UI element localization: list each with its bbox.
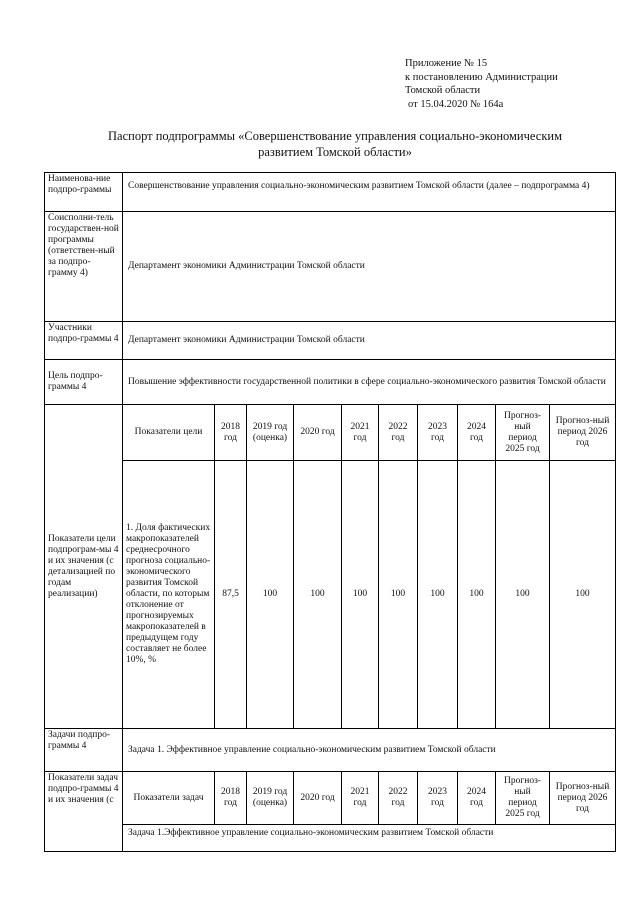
column-header: 2024 год <box>458 405 496 461</box>
row-label: Показатели цели подпрограм-мы 4 и их значения (с детализацией по годам реализации) <box>45 405 123 729</box>
column-header: 2021 год <box>342 772 379 825</box>
column-header: 2022 год <box>379 405 418 461</box>
column-header: 2021 год <box>342 405 379 461</box>
value-cell: 100 <box>247 461 294 729</box>
column-header: 2022 год <box>379 772 418 825</box>
value-cell: 100 <box>294 461 342 729</box>
table-row-task-indicators <box>44 772 616 852</box>
value-cell: 100 <box>496 461 550 729</box>
value-cell: 100 <box>418 461 458 729</box>
appendix-line: от 15.04.2020 № 164а <box>408 98 504 110</box>
value-cell: 100 <box>342 461 379 729</box>
row-label: Участники подпро-граммы 4 <box>45 322 123 360</box>
column-header: 2018 год <box>215 405 247 461</box>
column-header: 2023 год <box>418 405 458 461</box>
row-value: Повышение эффективности государственной политики в сфере социально-экономического развития Томской области <box>123 360 616 405</box>
task-indicators-grid <box>123 772 616 852</box>
column-header: 2018 год <box>215 772 247 825</box>
column-header: Прогноз-ный период 2025 год <box>496 405 550 461</box>
goal-indicators-header <box>123 405 616 461</box>
table-row-name <box>44 172 616 212</box>
column-header: Прогноз-ный период 2026 год <box>550 772 616 825</box>
goal-indicators-grid <box>123 405 616 729</box>
column-header: Показатели цели <box>123 405 215 461</box>
column-header: 2023 год <box>418 772 458 825</box>
appendix-line: Приложение № 15 <box>405 58 488 69</box>
task-line-row <box>123 825 616 852</box>
column-header: 2019 год (оценка) <box>247 405 294 461</box>
title-line: Паспорт подпрограммы «Совершенствование управления социально-экономическим <box>108 129 562 143</box>
appendix-line: Томской области <box>405 85 481 96</box>
row-label: Цель подпро-граммы 4 <box>45 360 123 405</box>
table-row-goal <box>44 360 616 405</box>
appendix-line: к постановлению Администрации <box>405 71 558 83</box>
table-row-participants <box>44 322 616 360</box>
row-value: Департамент экономики Администрации Томской области <box>123 322 616 360</box>
table-row-executor <box>44 212 616 322</box>
column-header: 2020 год <box>294 405 342 461</box>
value-cell: 100 <box>379 461 418 729</box>
passport-table <box>44 172 616 852</box>
row-value: Задача 1. Эффективное управление социально-экономическим развитием Томской области <box>123 729 616 772</box>
task-indicators-header <box>123 772 616 825</box>
goal-indicator-row <box>123 461 616 729</box>
task-line: Задача 1.Эффективное управление социально-экономическим развитием Томской области <box>123 825 616 852</box>
table-row-goal-indicators <box>44 405 616 729</box>
row-label: Наименова-ние подпро-граммы <box>45 172 123 212</box>
column-header: 2024 год <box>458 772 496 825</box>
column-header: 2020 год <box>294 772 342 825</box>
table-row-tasks <box>44 729 616 772</box>
value-cell: 100 <box>458 461 496 729</box>
row-value: Департамент экономики Администрации Томской области <box>123 212 616 322</box>
appendix-header <box>405 57 558 111</box>
page-title <box>70 129 600 160</box>
title-line: развитием Томской области» <box>258 144 412 159</box>
indicator-name: 1. Доля фактических макропоказателей среднесрочного прогноза социально-экономического развития Томской области, по которым отклонение от прогнозируемых макропоказателей в предыдущем году составляет не более 10%, % <box>123 461 215 729</box>
value-cell: 87,5 <box>215 461 247 729</box>
column-header: 2019 год (оценка) <box>247 772 294 825</box>
row-label: Задачи подпро-граммы 4 <box>45 729 123 772</box>
column-header: Прогноз-ный период 2025 год <box>496 772 550 825</box>
row-value: Совершенствование управления социально-экономическим развитием Томской области (далее – подпрограмма 4) <box>123 172 616 212</box>
column-header: Показатели задач <box>123 772 215 825</box>
value-cell: 100 <box>550 461 616 729</box>
column-header: Прогноз-ный период 2026 год <box>550 405 616 461</box>
row-label: Соисполни-тель государствен-ной программы (ответствен-ный за подпро-грамму 4) <box>45 212 123 322</box>
row-label: Показатели задач подпро-граммы 4 и их значения (с <box>45 772 123 852</box>
